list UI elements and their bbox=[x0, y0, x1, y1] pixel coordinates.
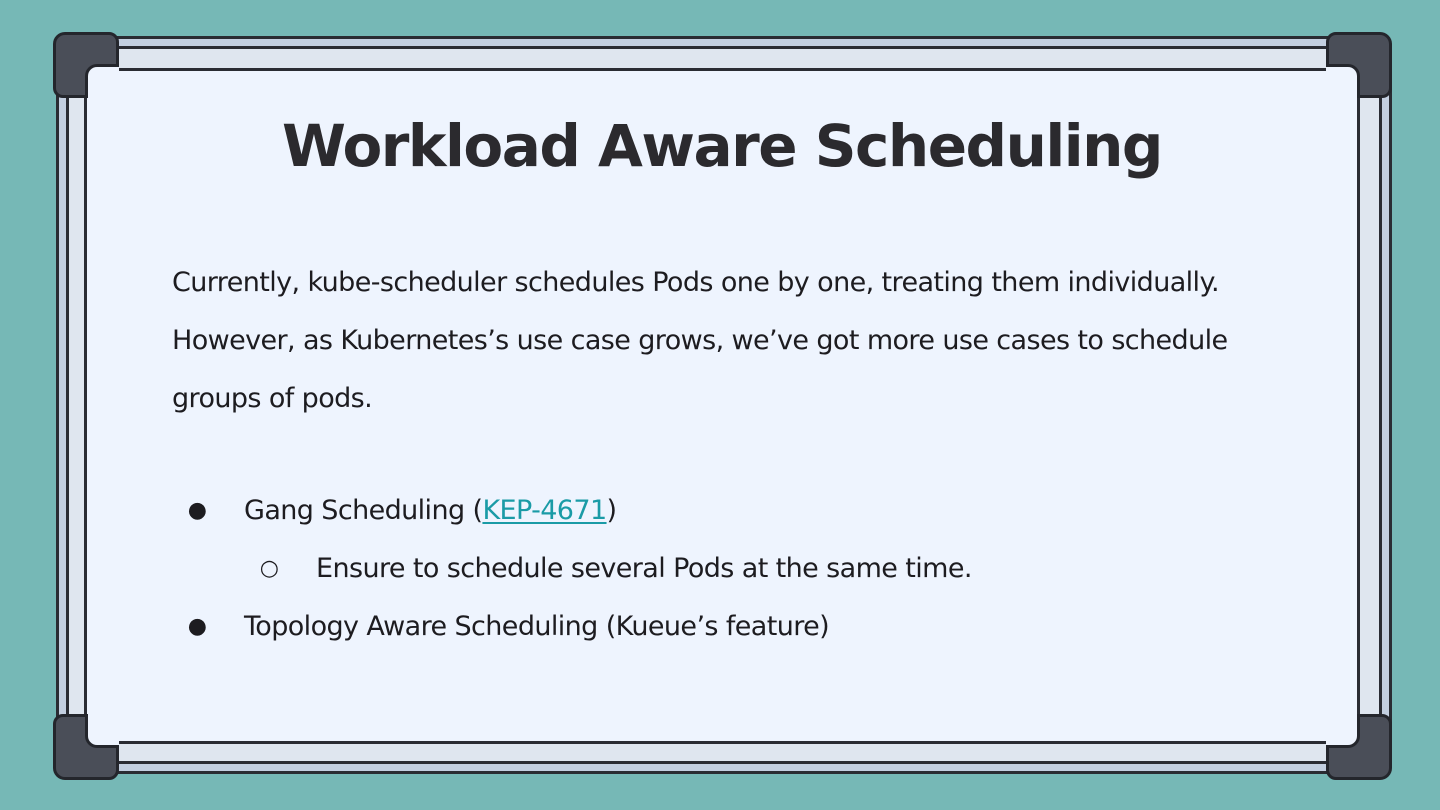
list-item-prefix: Gang Scheduling ( bbox=[244, 495, 483, 526]
list-item-text bbox=[244, 482, 616, 540]
list-item-ensure-schedule bbox=[172, 540, 1272, 598]
frame-corner-bottom-left bbox=[53, 714, 119, 780]
bullet-hollow-icon: ○ bbox=[259, 556, 279, 581]
list-item-topology-aware bbox=[172, 598, 1272, 656]
bullet-list bbox=[172, 482, 1272, 656]
intro-paragraph: Currently, kube-scheduler schedules Pods one by one, treating them individually. However, as Kubernetes’s use case grows, we’ve got more use cases to schedule groups of pods. bbox=[172, 267, 1228, 414]
list-item-text: Topology Aware Scheduling (Kueue’s feature) bbox=[244, 611, 830, 642]
frame-corner-top-right bbox=[1326, 32, 1392, 98]
frame-corner-top-left bbox=[53, 32, 119, 98]
kep-4671-link[interactable]: KEP-4671 bbox=[482, 495, 607, 526]
list-item-suffix: ) bbox=[606, 495, 617, 526]
bullet-filled-icon: ● bbox=[187, 498, 207, 523]
list-item-gang-scheduling bbox=[172, 482, 1272, 540]
slide-title: Workload Aware Scheduling bbox=[282, 112, 1162, 180]
frame-corner-bottom-right bbox=[1326, 714, 1392, 780]
bullet-filled-icon: ● bbox=[187, 614, 207, 639]
list-item-text: Ensure to schedule several Pods at the same time. bbox=[316, 553, 972, 584]
